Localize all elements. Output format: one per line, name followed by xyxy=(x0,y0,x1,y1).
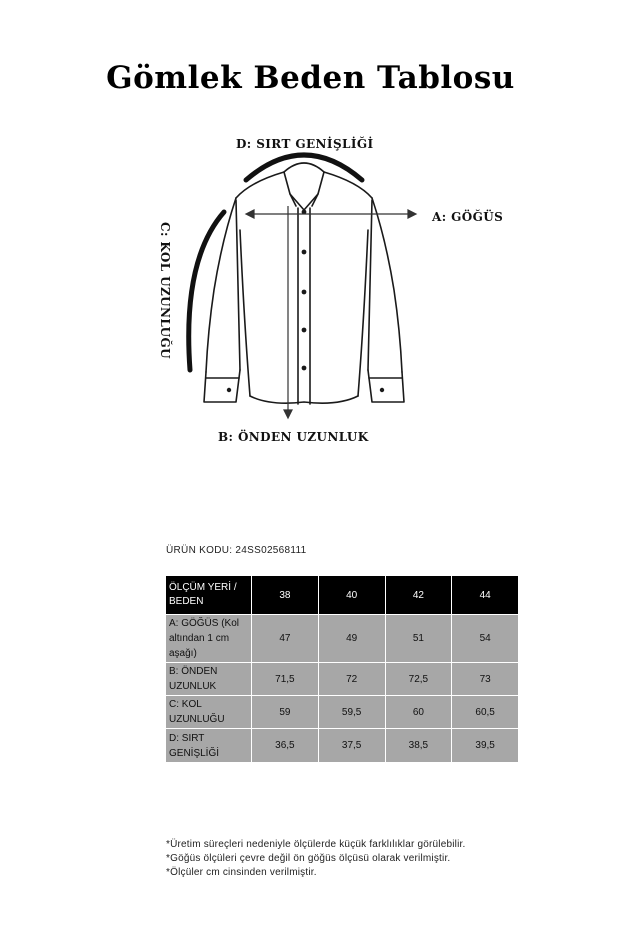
table-cell: 54 xyxy=(452,615,519,663)
table-cell: 51 xyxy=(385,615,452,663)
row-label: A: GÖĞÜS (Kol altından 1 cm aşağı) xyxy=(166,615,252,663)
table-row xyxy=(166,696,519,729)
table-header-row xyxy=(166,576,519,615)
page-title: Gömlek Beden Tablosu xyxy=(106,60,515,96)
size-table xyxy=(165,575,519,763)
table-cell: 73 xyxy=(452,663,519,696)
table-cell: 72 xyxy=(318,663,385,696)
table-cell: 59,5 xyxy=(318,696,385,729)
table-cell: 38,5 xyxy=(385,729,452,763)
table-header-label: ÖLÇÜM YERİ / BEDEN xyxy=(166,576,252,615)
shirt-illustration xyxy=(0,120,621,460)
footnote: *Ölçüler cm cinsinden verilmiştir. xyxy=(166,867,317,878)
table-row xyxy=(166,663,519,696)
table-cell: 59 xyxy=(252,696,319,729)
table-cell: 49 xyxy=(318,615,385,663)
table-cell: 36,5 xyxy=(252,729,319,763)
footnotes xyxy=(166,838,465,880)
table-cell: 60,5 xyxy=(452,696,519,729)
table-row xyxy=(166,729,519,763)
chest-label: A: GÖĞÜS xyxy=(432,210,504,224)
row-label: D: SIRT GENİŞLİĞİ xyxy=(166,729,252,763)
size-header: 42 xyxy=(385,576,452,615)
table-row xyxy=(166,615,519,663)
product-code: ÜRÜN KODU: 24SS02568111 xyxy=(166,545,307,556)
table-cell: 71,5 xyxy=(252,663,319,696)
table-cell: 72,5 xyxy=(385,663,452,696)
front-length-label: B: ÖNDEN UZUNLUK xyxy=(218,430,369,444)
size-header: 44 xyxy=(452,576,519,615)
row-label: B: ÖNDEN UZUNLUK xyxy=(166,663,252,696)
row-label: C: KOL UZUNLUĞU xyxy=(166,696,252,729)
back-width-label: D: SIRT GENİŞLİĞİ xyxy=(236,137,374,151)
footnote: *Üretim süreçleri nedeniyle ölçülerde küçük farklılıklar görülebilir. xyxy=(166,839,466,850)
sleeve-length-label: C: KOL UZUNLUĞU xyxy=(158,222,172,359)
table-cell: 47 xyxy=(252,615,319,663)
table-cell: 39,5 xyxy=(452,729,519,763)
table-cell: 60 xyxy=(385,696,452,729)
shirt-diagram xyxy=(0,120,621,460)
table-cell: 37,5 xyxy=(318,729,385,763)
footnote: *Göğüs ölçüleri çevre değil ön göğüs ölçüsü olarak verilmiştir. xyxy=(166,853,451,864)
size-header: 40 xyxy=(318,576,385,615)
size-header: 38 xyxy=(252,576,319,615)
